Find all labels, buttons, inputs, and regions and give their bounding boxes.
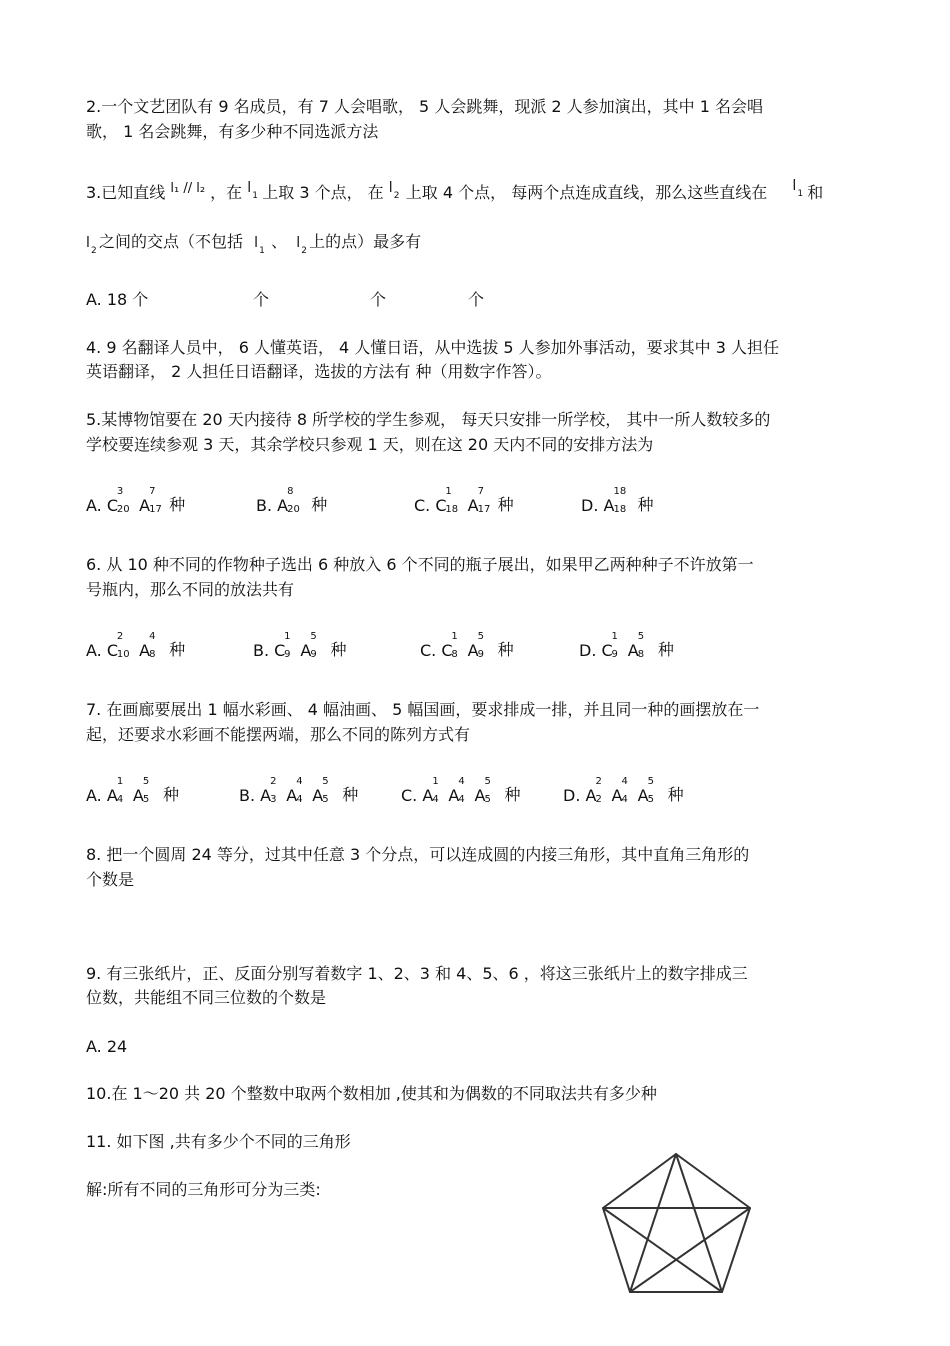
q3-option-d: 个	[468, 290, 485, 309]
q7-option-d: D. A 2 2 A 4 4 A 5 5 种	[563, 776, 684, 805]
q3-line2-seg3: 上的点）最多有	[309, 232, 422, 251]
q6-options	[86, 631, 886, 667]
q3-l2-symbol-c: l 2	[296, 235, 307, 256]
q3-line2	[86, 232, 422, 256]
q10-line1: 10.在 1～20 共 20 个整数中取两个数相加 ,使其和为偶数的不同取法共有多少种	[86, 1084, 657, 1103]
q11-line2: 解:所有不同的三角形可分为三类:	[86, 1180, 321, 1199]
q3-parallel-relation: l₁ // l₂	[170, 181, 206, 196]
q6-line2: 号瓶内，那么不同的放法共有	[86, 580, 295, 599]
q6-option-a: A. C 2 10 A 4 8 种	[86, 631, 186, 660]
q3-line2-seg2: 、	[271, 232, 288, 251]
q2-line2: 歌， 1 名会跳舞，有多少种不同选派方法	[86, 122, 379, 141]
q3-prefix: 3.已知直线	[86, 183, 166, 202]
q7-option-b: B. A 2 3 A 4 4 A 5 5 种	[239, 776, 359, 805]
q5-option-a: A. C 3 20 A 7 17 种	[86, 486, 186, 515]
q7-option-c: C. A 1 4 A 4 4 A 5 5 种	[401, 776, 521, 805]
q5-line2: 学校要连续参观 3 天，其余学校只参观 1 天，则在这 20 天内不同的安排方法为	[86, 435, 654, 454]
q6-line1: 6. 从 10 种不同的作物种子选出 6 种放入 6 个不同的瓶子展出，如果甲乙两种种子不许放第一	[86, 555, 754, 574]
q6-option-d: D. C 1 9 A 5 8 种	[579, 631, 674, 660]
q8-line1: 8. 把一个圆周 24 等分，过其中任意 3 个分点，可以连成圆的内接三角形，其中直角三角形的	[86, 845, 750, 864]
q9-line1: 9. 有三张纸片，正、反面分别写着数字 1、2、3 和 4、5、6 ，将这三张纸片上的数字排成三	[86, 964, 748, 983]
q3-l2-symbol-b: l 2	[86, 235, 97, 256]
q11-line1: 11. 如下图 ,共有多少个不同的三角形	[86, 1132, 351, 1151]
q3-line1	[86, 178, 824, 205]
q3-l1-symbol: l 1	[247, 180, 258, 201]
q2-line1: 2.一个文艺团队有 9 名成员，有 7 人会唱歌， 5 人会跳舞，现派 2 人参加演出，其中 1 名会唱	[86, 97, 764, 116]
q5-option-c: C. C 1 18 A 7 17 种	[414, 486, 514, 515]
q3-option-a: A. 18 个	[86, 290, 149, 309]
q7-option-a: A. A 1 4 A 5 5 种	[86, 776, 179, 805]
q4-line2: 英语翻译， 2 人担任日语翻译，选拔的方法有 种（用数字作答）。	[86, 362, 552, 381]
q3-l1-symbol-c: l 1	[254, 235, 265, 256]
q7-options	[86, 776, 886, 812]
q9-line2: 位数，共能组不同三位数的个数是	[86, 988, 327, 1007]
q3-option-b: 个	[253, 290, 270, 309]
q3-line2-seg1: 之间的交点（不包括	[98, 232, 243, 251]
q3-seg3: 上取 4 个点， 每两个点连成直线，那么这些直线在	[405, 183, 768, 202]
q6-option-c: C. C 1 8 A 5 9 种	[420, 631, 514, 660]
q7-line2: 起，还要求水彩画不能摆两端，那么不同的陈列方式有	[86, 725, 471, 744]
q5-option-d: D. A 18 18 种	[581, 486, 654, 515]
q3-seg1: ，在	[210, 183, 243, 202]
q3-l2-symbol: l 2	[388, 180, 400, 201]
q3-seg2: 上取 3 个点， 在	[262, 183, 384, 202]
q4-line1: 4. 9 名翻译人员中， 6 人懂英语， 4 人懂日语，从中选拔 5 人参加外事活动，要求其中 3 人担任	[86, 338, 780, 357]
q6-option-b: B. C 1 9 A 5 9 种	[253, 631, 347, 660]
q5-line1: 5.某博物馆要在 20 天内接待 8 所学校的学生参观， 每天只安排一所学校， 其中一所人数较多的	[86, 410, 771, 429]
pentagon-star-figure	[600, 1150, 760, 1295]
q3-seg4: 和	[807, 183, 824, 202]
q5-options	[86, 486, 886, 522]
q9-option-a: A. 24	[86, 1037, 128, 1056]
q7-line1: 7. 在画廊要展出 1 幅水彩画、 4 幅油画、 5 幅国画，要求排成一排，并且同一种的画摆放在一	[86, 700, 760, 719]
q3-option-c: 个	[370, 290, 387, 309]
q3-l1-symbol-b: l 1	[792, 178, 804, 199]
q5-option-b: B. A 8 20 种	[256, 486, 328, 515]
q8-line2: 个数是	[86, 870, 135, 889]
